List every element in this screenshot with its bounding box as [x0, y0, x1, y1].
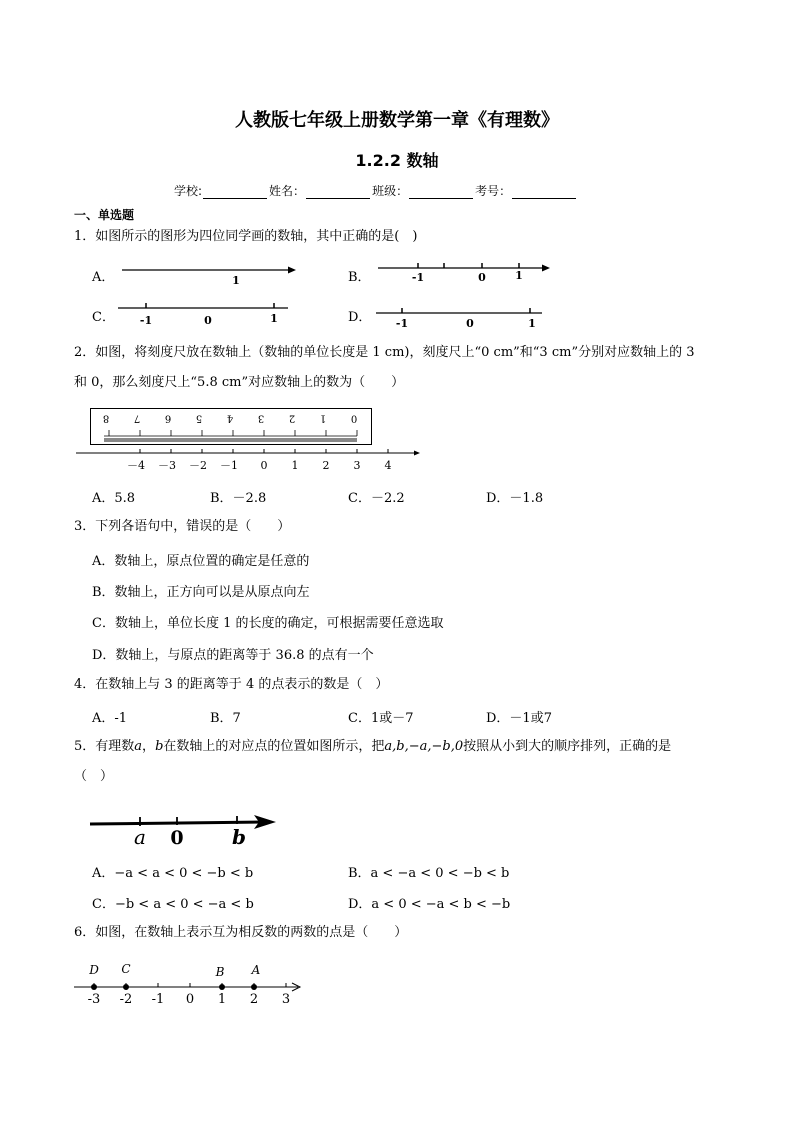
q6-tick-neg3: -3	[87, 992, 101, 1007]
q4-option-a[interactable]: A．-1	[92, 711, 128, 726]
school-blank[interactable]	[203, 186, 267, 199]
q2-ruler-figure	[74, 406, 424, 474]
question-2-line-2: 和 0，那么刻度尺上“5.8 cm”对应数轴上的数为（ ）	[74, 375, 405, 390]
q6-tick-0: 0	[185, 992, 195, 1007]
q5-option-c[interactable]: C．−b < a < 0 < −a < b	[92, 897, 254, 912]
q1-option-d-label[interactable]: D．	[348, 310, 372, 325]
q1c-label-1: 1	[270, 312, 278, 325]
q1c-label-0: 0	[204, 314, 212, 327]
q6-tick-2: 2	[249, 992, 259, 1007]
q1-figure-a	[120, 262, 300, 288]
axis-label-neg2: －2	[189, 459, 207, 472]
q1-figure-b	[376, 258, 554, 286]
q1b-label-1: 1	[515, 269, 523, 282]
q3-option-b[interactable]: B．数轴上，正方向可以是从原点向左	[92, 585, 310, 600]
axis-label-neg3: －3	[158, 459, 176, 472]
q1d-label-0: 0	[466, 317, 474, 330]
student-info-line	[174, 182, 578, 199]
question-4-stem: 4．在数轴上与 3 的距离等于 4 的点表示的数是（ ）	[74, 677, 389, 692]
axis-label-neg1: －1	[220, 459, 238, 472]
ruler-label-0: 0	[350, 412, 358, 424]
question-6-stem: 6．如图，在数轴上表示互为相反数的两数的点是（ ）	[74, 925, 408, 940]
q5-number-line	[88, 808, 280, 850]
q3-option-c[interactable]: C．数轴上，单位长度 1 的长度的确定，可根据需要任意选取	[92, 616, 444, 631]
q5-var-a: a	[134, 739, 143, 754]
class-blank[interactable]	[409, 186, 473, 199]
axis-label-1: 1	[291, 459, 299, 472]
q1b-label-neg1: -1	[411, 271, 425, 284]
q1c-label-neg1: -1	[139, 314, 153, 327]
q6-point-a	[251, 984, 257, 990]
q6-label-b: B	[215, 965, 225, 979]
q2-option-b[interactable]: B．－2.8	[210, 491, 267, 506]
ruler-label-2: 2	[288, 412, 296, 424]
question-3-stem: 3．下列各语句中，错误的是（ ）	[74, 519, 291, 534]
q3-option-d[interactable]: D．数轴上，与原点的距离等于 36.8 的点有一个	[92, 648, 374, 663]
q5-option-d[interactable]: D．a < 0 < −a < b < −b	[348, 897, 511, 912]
q1d-label-1: 1	[528, 317, 536, 330]
axis-label-2: 2	[322, 459, 330, 472]
section-heading: 一、单选题	[74, 208, 135, 222]
axis-ticks	[140, 449, 388, 453]
q1-option-c-label[interactable]: C．	[92, 310, 115, 325]
q5-option-a[interactable]: A．−a < a < 0 < −b < b	[92, 866, 254, 881]
section-subtitle: 1.2.2 数轴	[355, 151, 439, 170]
axis-label-0: 0	[260, 459, 268, 472]
q5-var-b: b	[155, 739, 164, 754]
class-label: 班级：	[372, 184, 409, 198]
q5-label-b: b	[232, 825, 246, 849]
q1a-label-1: 1	[232, 274, 240, 287]
q4-option-b[interactable]: B．7	[210, 711, 241, 726]
q1d-label-neg1: -1	[395, 317, 409, 330]
q5-label-0: 0	[170, 827, 184, 849]
q5-sep: ，	[142, 739, 156, 754]
name-blank[interactable]	[306, 186, 370, 199]
q5-list: a,b,−a,−b,0	[384, 739, 464, 754]
question-2-line-1: 2．如图，将刻度尺放在数轴上（数轴的单位长度是 1 cm)，刻度尺上“0 cm”和“3 cm”分别对应数轴上的 3	[74, 345, 695, 360]
name-label: 姓名：	[269, 184, 306, 198]
q2-option-c[interactable]: C．－2.2	[348, 491, 405, 506]
question-5-line-2: （ ）	[74, 769, 114, 784]
ruler-label-4: 4	[226, 412, 234, 424]
q1-figure-d	[374, 302, 546, 332]
q6-tick-neg1: -1	[151, 992, 165, 1007]
q6-tick-3: 3	[281, 992, 291, 1007]
ruler-label-6: 6	[164, 412, 172, 424]
q2-option-a[interactable]: A．5.8	[92, 491, 136, 506]
q6-number-line	[70, 958, 308, 1008]
q4-option-d[interactable]: D．－1或7	[486, 711, 552, 726]
ruler-label-3: 3	[257, 412, 265, 424]
q5-text-pre: 5．有理数	[74, 739, 135, 754]
page-title: 人教版七年级上册数学第一章《有理数》	[235, 110, 559, 131]
q6-point-b	[219, 984, 225, 990]
q6-point-d	[91, 984, 97, 990]
q6-point-c	[123, 984, 129, 990]
ruler-label-8: 8	[102, 412, 110, 424]
q5-text-mid: 在数轴上的对应点的位置如图所示，把	[163, 739, 385, 754]
q5-label-a: a	[134, 825, 146, 849]
q6-label-d: D	[89, 963, 99, 977]
q1-option-a-label[interactable]: A．	[92, 270, 115, 285]
q4-option-c[interactable]: C．1或－7	[348, 711, 414, 726]
q6-tick-neg2: -2	[119, 992, 133, 1007]
axis-label-3: 3	[353, 459, 361, 472]
q5-text-post: 按照从小到大的顺序排列，正确的是	[463, 739, 672, 754]
q1b-label-0: 0	[478, 271, 486, 284]
school-label: 学校:	[174, 184, 203, 198]
q6-tick-1: 1	[217, 992, 227, 1007]
axis-label-neg4: －4	[127, 459, 145, 472]
q6-label-c: C	[121, 962, 131, 976]
q5-option-b[interactable]: B．a < −a < 0 < −b < b	[348, 866, 510, 881]
q1-figure-c	[116, 300, 294, 328]
q3-option-a[interactable]: A．数轴上，原点位置的确定是任意的	[92, 554, 310, 569]
question-5-line-1	[74, 734, 671, 760]
ruler-label-1: 1	[319, 412, 327, 424]
q2-option-d[interactable]: D．－1.8	[486, 491, 544, 506]
q6-label-a: A	[251, 963, 261, 977]
q6-ticks	[94, 983, 286, 987]
q1-option-b-label[interactable]: B．	[348, 270, 371, 285]
axis-label-4: 4	[384, 459, 392, 472]
ruler-label-7: 7	[133, 412, 141, 424]
number-blank[interactable]	[512, 186, 576, 199]
question-1-stem: 1．如图所示的图形为四位同学画的数轴，其中正确的是( )	[74, 229, 418, 244]
ruler-label-5: 5	[195, 412, 203, 424]
number-label: 考号：	[475, 184, 512, 198]
